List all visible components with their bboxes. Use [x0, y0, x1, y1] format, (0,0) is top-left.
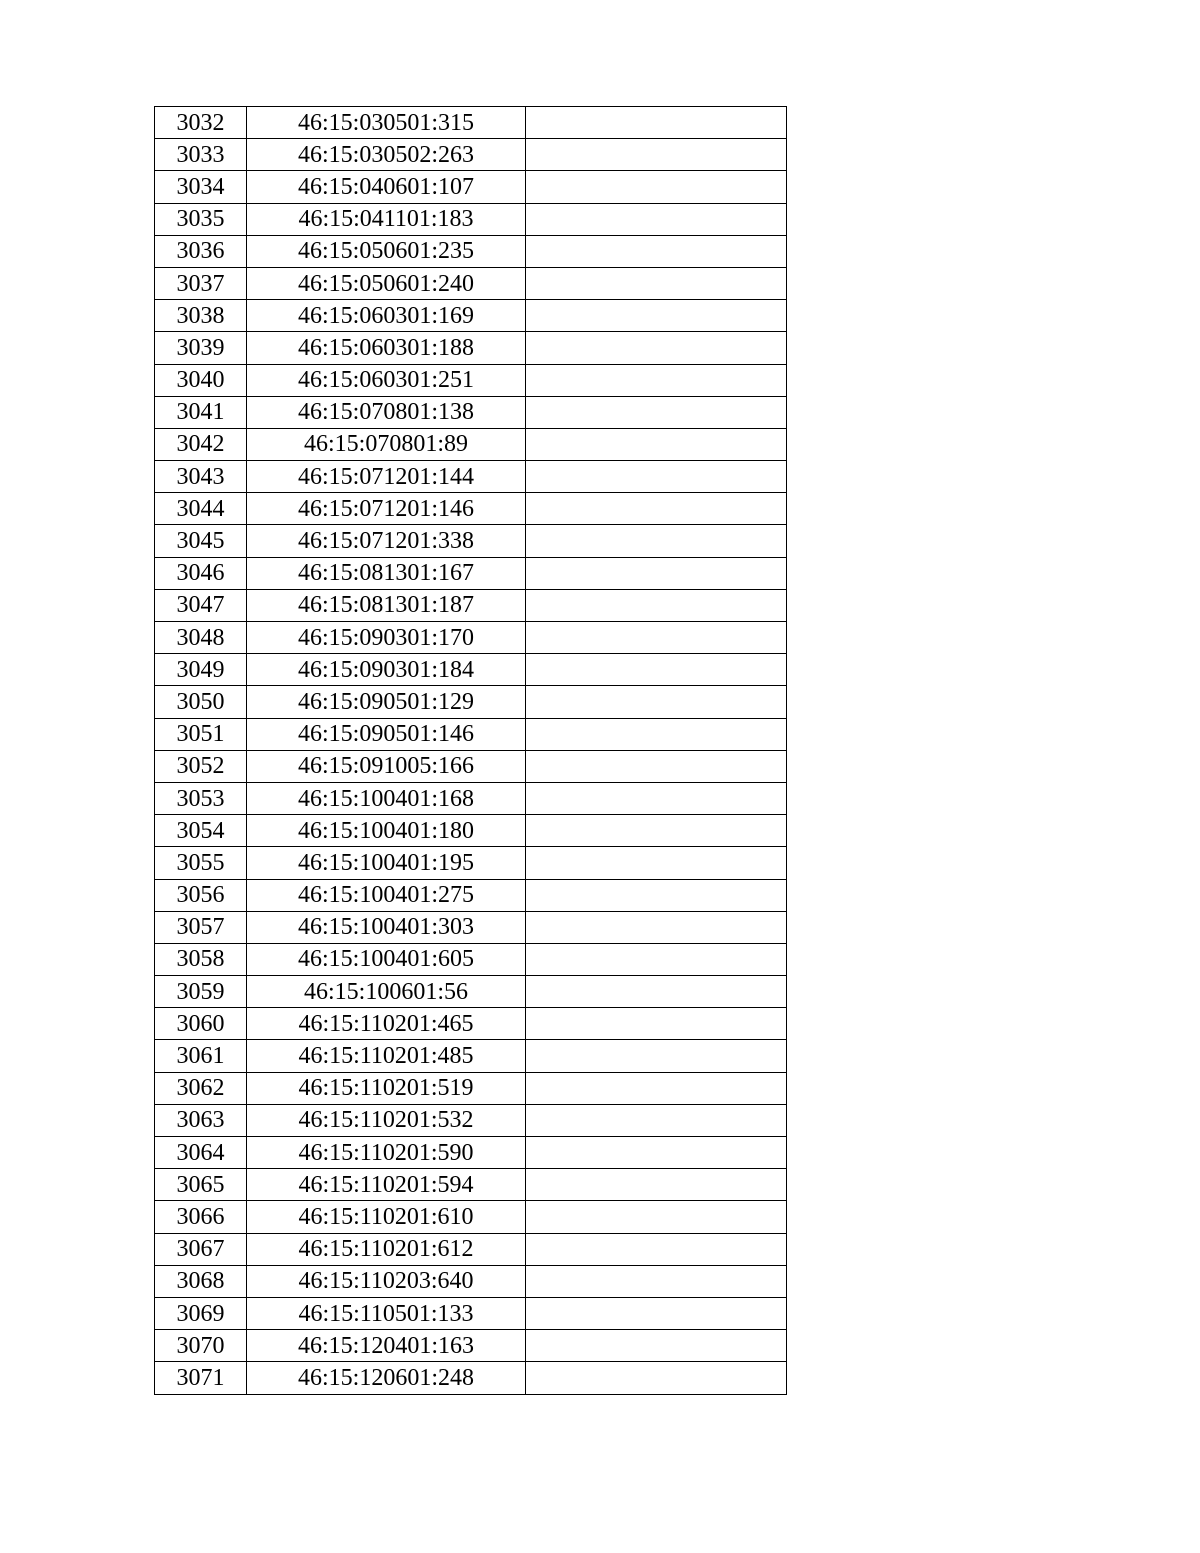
- row-number-cell: 3052: [155, 750, 247, 782]
- table-body: [155, 107, 787, 1395]
- row-number-cell: 3036: [155, 235, 247, 267]
- row-number-cell: 3065: [155, 1169, 247, 1201]
- cadastral-number-cell: 46:15:071201:144: [247, 461, 526, 493]
- cadastral-number-cell: 46:15:100601:56: [247, 976, 526, 1008]
- cadastral-number-cell: 46:15:071201:338: [247, 525, 526, 557]
- row-number-cell: 3034: [155, 171, 247, 203]
- empty-cell: [526, 1201, 787, 1233]
- empty-cell: [526, 171, 787, 203]
- row-number-cell: 3041: [155, 396, 247, 428]
- row-number-cell: 3050: [155, 686, 247, 718]
- table-row: [155, 461, 787, 493]
- empty-cell: [526, 718, 787, 750]
- table-row: [155, 364, 787, 396]
- empty-cell: [526, 1137, 787, 1169]
- empty-cell: [526, 1362, 787, 1394]
- table-row: [155, 943, 787, 975]
- row-number-cell: 3061: [155, 1040, 247, 1072]
- row-number-cell: 3055: [155, 847, 247, 879]
- empty-cell: [526, 139, 787, 171]
- table-row: [155, 976, 787, 1008]
- table-row: [155, 654, 787, 686]
- row-number-cell: 3058: [155, 943, 247, 975]
- table-row: [155, 622, 787, 654]
- empty-cell: [526, 1233, 787, 1265]
- empty-cell: [526, 332, 787, 364]
- cadastral-number-cell: 46:15:081301:167: [247, 557, 526, 589]
- row-number-cell: 3046: [155, 557, 247, 589]
- row-number-cell: 3068: [155, 1265, 247, 1297]
- table-row: [155, 1201, 787, 1233]
- cadastral-number-cell: 46:15:030502:263: [247, 139, 526, 171]
- table-row: [155, 589, 787, 621]
- table-row: [155, 750, 787, 782]
- table-row: [155, 1137, 787, 1169]
- row-number-cell: 3043: [155, 461, 247, 493]
- cadastral-number-cell: 46:15:030501:315: [247, 107, 526, 139]
- row-number-cell: 3032: [155, 107, 247, 139]
- cadastral-number-cell: 46:15:120401:163: [247, 1330, 526, 1362]
- row-number-cell: 3044: [155, 493, 247, 525]
- empty-cell: [526, 525, 787, 557]
- row-number-cell: 3067: [155, 1233, 247, 1265]
- row-number-cell: 3062: [155, 1072, 247, 1104]
- cadastral-number-cell: 46:15:081301:187: [247, 589, 526, 621]
- empty-cell: [526, 107, 787, 139]
- table-row: [155, 1104, 787, 1136]
- cadastral-number-cell: 46:15:100401:168: [247, 782, 526, 814]
- empty-cell: [526, 911, 787, 943]
- table-row: [155, 203, 787, 235]
- empty-cell: [526, 1330, 787, 1362]
- cadastral-number-cell: 46:15:100401:605: [247, 943, 526, 975]
- cadastral-number-cell: 46:15:070801:138: [247, 396, 526, 428]
- cadastral-number-cell: 46:15:120601:248: [247, 1362, 526, 1394]
- table-row: [155, 493, 787, 525]
- cadastral-number-cell: 46:15:090301:184: [247, 654, 526, 686]
- empty-cell: [526, 782, 787, 814]
- cadastral-number-cell: 46:15:040601:107: [247, 171, 526, 203]
- table-row: [155, 171, 787, 203]
- empty-cell: [526, 589, 787, 621]
- empty-cell: [526, 1040, 787, 1072]
- empty-cell: [526, 396, 787, 428]
- table-row: [155, 686, 787, 718]
- row-number-cell: 3039: [155, 332, 247, 364]
- cadastral-number-cell: 46:15:090301:170: [247, 622, 526, 654]
- table-row: [155, 300, 787, 332]
- cadastral-number-cell: 46:15:050601:235: [247, 235, 526, 267]
- cadastral-number-cell: 46:15:050601:240: [247, 267, 526, 299]
- empty-cell: [526, 300, 787, 332]
- table-row: [155, 847, 787, 879]
- table-row: [155, 1362, 787, 1394]
- row-number-cell: 3056: [155, 879, 247, 911]
- empty-cell: [526, 1072, 787, 1104]
- table-row: [155, 332, 787, 364]
- table-row: [155, 396, 787, 428]
- row-number-cell: 3037: [155, 267, 247, 299]
- row-number-cell: 3038: [155, 300, 247, 332]
- table-row: [155, 267, 787, 299]
- empty-cell: [526, 557, 787, 589]
- table-row: [155, 1265, 787, 1297]
- empty-cell: [526, 976, 787, 1008]
- table-row: [155, 235, 787, 267]
- table-row: [155, 557, 787, 589]
- row-number-cell: 3071: [155, 1362, 247, 1394]
- table-row: [155, 911, 787, 943]
- row-number-cell: 3048: [155, 622, 247, 654]
- table-row: [155, 1008, 787, 1040]
- cadastral-number-cell: 46:15:110201:532: [247, 1104, 526, 1136]
- cadastral-number-cell: 46:15:100401:180: [247, 815, 526, 847]
- cadastral-number-cell: 46:15:071201:146: [247, 493, 526, 525]
- cadastral-number-cell: 46:15:110201:594: [247, 1169, 526, 1201]
- table-row: [155, 107, 787, 139]
- cadastral-number-cell: 46:15:060301:169: [247, 300, 526, 332]
- cadastral-number-cell: 46:15:110201:465: [247, 1008, 526, 1040]
- row-number-cell: 3070: [155, 1330, 247, 1362]
- cadastral-number-cell: 46:15:090501:146: [247, 718, 526, 750]
- table-row: [155, 1297, 787, 1329]
- table-row: [155, 718, 787, 750]
- cadastral-number-cell: 46:15:060301:251: [247, 364, 526, 396]
- row-number-cell: 3040: [155, 364, 247, 396]
- cadastral-number-cell: 46:15:090501:129: [247, 686, 526, 718]
- empty-cell: [526, 493, 787, 525]
- row-number-cell: 3047: [155, 589, 247, 621]
- row-number-cell: 3049: [155, 654, 247, 686]
- empty-cell: [526, 235, 787, 267]
- row-number-cell: 3054: [155, 815, 247, 847]
- table-row: [155, 782, 787, 814]
- row-number-cell: 3035: [155, 203, 247, 235]
- empty-cell: [526, 654, 787, 686]
- row-number-cell: 3051: [155, 718, 247, 750]
- empty-cell: [526, 847, 787, 879]
- row-number-cell: 3069: [155, 1297, 247, 1329]
- table-row: [155, 815, 787, 847]
- empty-cell: [526, 943, 787, 975]
- empty-cell: [526, 364, 787, 396]
- table-row: [155, 139, 787, 171]
- empty-cell: [526, 428, 787, 460]
- empty-cell: [526, 461, 787, 493]
- row-number-cell: 3045: [155, 525, 247, 557]
- row-number-cell: 3064: [155, 1137, 247, 1169]
- cadastral-number-cell: 46:15:060301:188: [247, 332, 526, 364]
- empty-cell: [526, 622, 787, 654]
- row-number-cell: 3053: [155, 782, 247, 814]
- empty-cell: [526, 267, 787, 299]
- row-number-cell: 3060: [155, 1008, 247, 1040]
- empty-cell: [526, 686, 787, 718]
- table-row: [155, 1072, 787, 1104]
- cadastral-number-cell: 46:15:110201:519: [247, 1072, 526, 1104]
- row-number-cell: 3066: [155, 1201, 247, 1233]
- cadastral-number-cell: 46:15:110201:485: [247, 1040, 526, 1072]
- cadastral-number-cell: 46:15:100401:195: [247, 847, 526, 879]
- cadastral-number-cell: 46:15:110201:610: [247, 1201, 526, 1233]
- table-row: [155, 1169, 787, 1201]
- cadastral-number-cell: 46:15:110201:590: [247, 1137, 526, 1169]
- empty-cell: [526, 1008, 787, 1040]
- cadastral-number-cell: 46:15:110201:612: [247, 1233, 526, 1265]
- row-number-cell: 3042: [155, 428, 247, 460]
- cadastral-number-cell: 46:15:091005:166: [247, 750, 526, 782]
- empty-cell: [526, 815, 787, 847]
- empty-cell: [526, 1104, 787, 1136]
- row-number-cell: 3057: [155, 911, 247, 943]
- table-row: [155, 879, 787, 911]
- table-row: [155, 525, 787, 557]
- cadastral-number-cell: 46:15:100401:275: [247, 879, 526, 911]
- cadastral-number-cell: 46:15:100401:303: [247, 911, 526, 943]
- empty-cell: [526, 879, 787, 911]
- empty-cell: [526, 203, 787, 235]
- empty-cell: [526, 1265, 787, 1297]
- cadastre-table: [154, 106, 787, 1395]
- empty-cell: [526, 1169, 787, 1201]
- cadastral-number-cell: 46:15:041101:183: [247, 203, 526, 235]
- table-row: [155, 1330, 787, 1362]
- row-number-cell: 3059: [155, 976, 247, 1008]
- table-row: [155, 428, 787, 460]
- empty-cell: [526, 1297, 787, 1329]
- table-row: [155, 1233, 787, 1265]
- table-row: [155, 1040, 787, 1072]
- row-number-cell: 3033: [155, 139, 247, 171]
- cadastral-number-cell: 46:15:070801:89: [247, 428, 526, 460]
- row-number-cell: 3063: [155, 1104, 247, 1136]
- cadastral-number-cell: 46:15:110501:133: [247, 1297, 526, 1329]
- cadastral-number-cell: 46:15:110203:640: [247, 1265, 526, 1297]
- empty-cell: [526, 750, 787, 782]
